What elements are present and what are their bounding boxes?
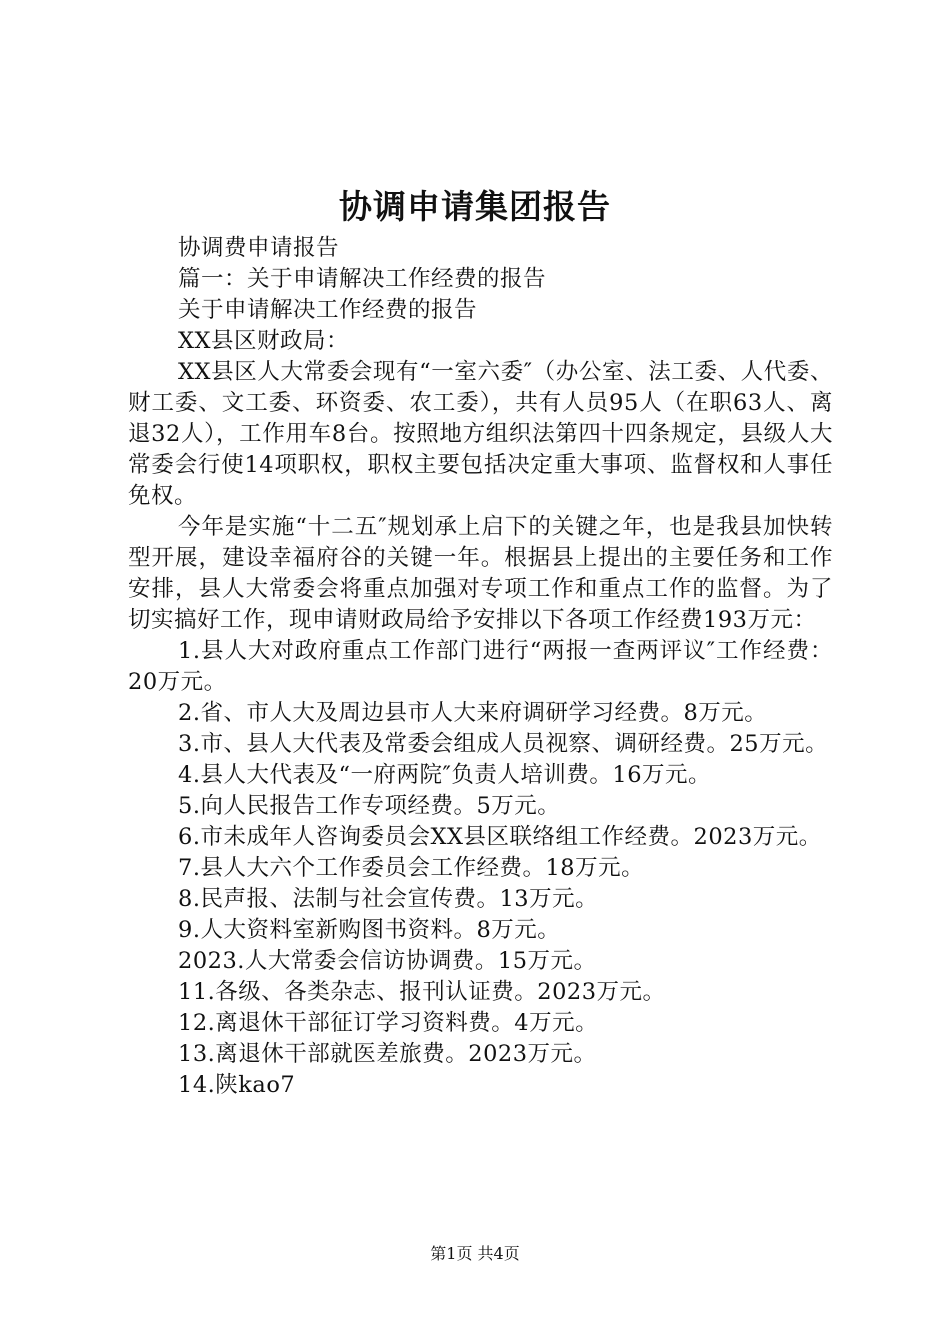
paragraph: 协调费申请报告 xyxy=(178,235,340,261)
document-title: 协调申请集团报告 xyxy=(339,187,611,226)
document-body xyxy=(128,233,833,1101)
list-item: 5.向人民报告工作专项经费。5万元。 xyxy=(178,793,561,819)
list-item: 6.市未成年人咨询委员会XX县区联络组工作经费。2023万元。 xyxy=(178,824,822,850)
list-item: 11.各级、各类杂志、报刊认证费。2023万元。 xyxy=(178,979,666,1005)
list-item: 4.县人大代表及“一府两院″负责人培训费。16万元。 xyxy=(178,762,712,788)
list-item: 8.民声报、法制与社会宣传费。13万元。 xyxy=(178,886,599,912)
list-item: 1.县人大对政府重点工作部门进行“两报一查两评议″工作经费：20万元。 xyxy=(128,638,833,695)
list-item: 7.县人大六个工作委员会工作经费。18万元。 xyxy=(178,855,645,881)
list-item: 14.陕kao7 xyxy=(178,1072,296,1098)
paragraph: 篇一：关于申请解决工作经费的报告 xyxy=(178,266,547,292)
list-item: 2.省、市人大及周边县市人大来府调研学习经费。8万元。 xyxy=(178,700,768,726)
page-number-footer: 第1页 共4页 xyxy=(430,1244,520,1263)
paragraph: 关于申请解决工作经费的报告 xyxy=(178,297,478,323)
paragraph: 今年是实施“十二五″规划承上启下的关键之年，也是我县加快转型开展，建设幸福府谷的关键一年。根据县上提出的主要任务和工作安排，县人大常委会将重点加强对专项工作和重点工作的监督。为了切实搞好工作，现申请财政局给予安排以下各项工作经费193万元： xyxy=(128,514,833,633)
list-item: 2023.人大常委会信访协调费。15万元。 xyxy=(178,948,597,974)
list-item: 12.离退休干部征订学习资料费。4万元。 xyxy=(178,1010,599,1036)
list-item: 9.人大资料室新购图书资料。8万元。 xyxy=(178,917,561,943)
list-item: 13.离退休干部就医差旅费。2023万元。 xyxy=(178,1041,597,1067)
paragraph: XX县区财政局： xyxy=(178,328,350,354)
paragraph: XX县区人大常委会现有“一室六委″（办公室、法工委、人代委、财工委、文工委、环资委、农工委），共有人员95人（在职63人、离退32人），工作用车8台。按照地方组织法第四十四条规定，县级人大常委会行使14项职权，职权主要包括决定重大事项、监督权和人事任免权。 xyxy=(128,359,833,509)
list-item: 3.市、县人大代表及常委会组成人员视察、调研经费。25万元。 xyxy=(178,731,829,757)
